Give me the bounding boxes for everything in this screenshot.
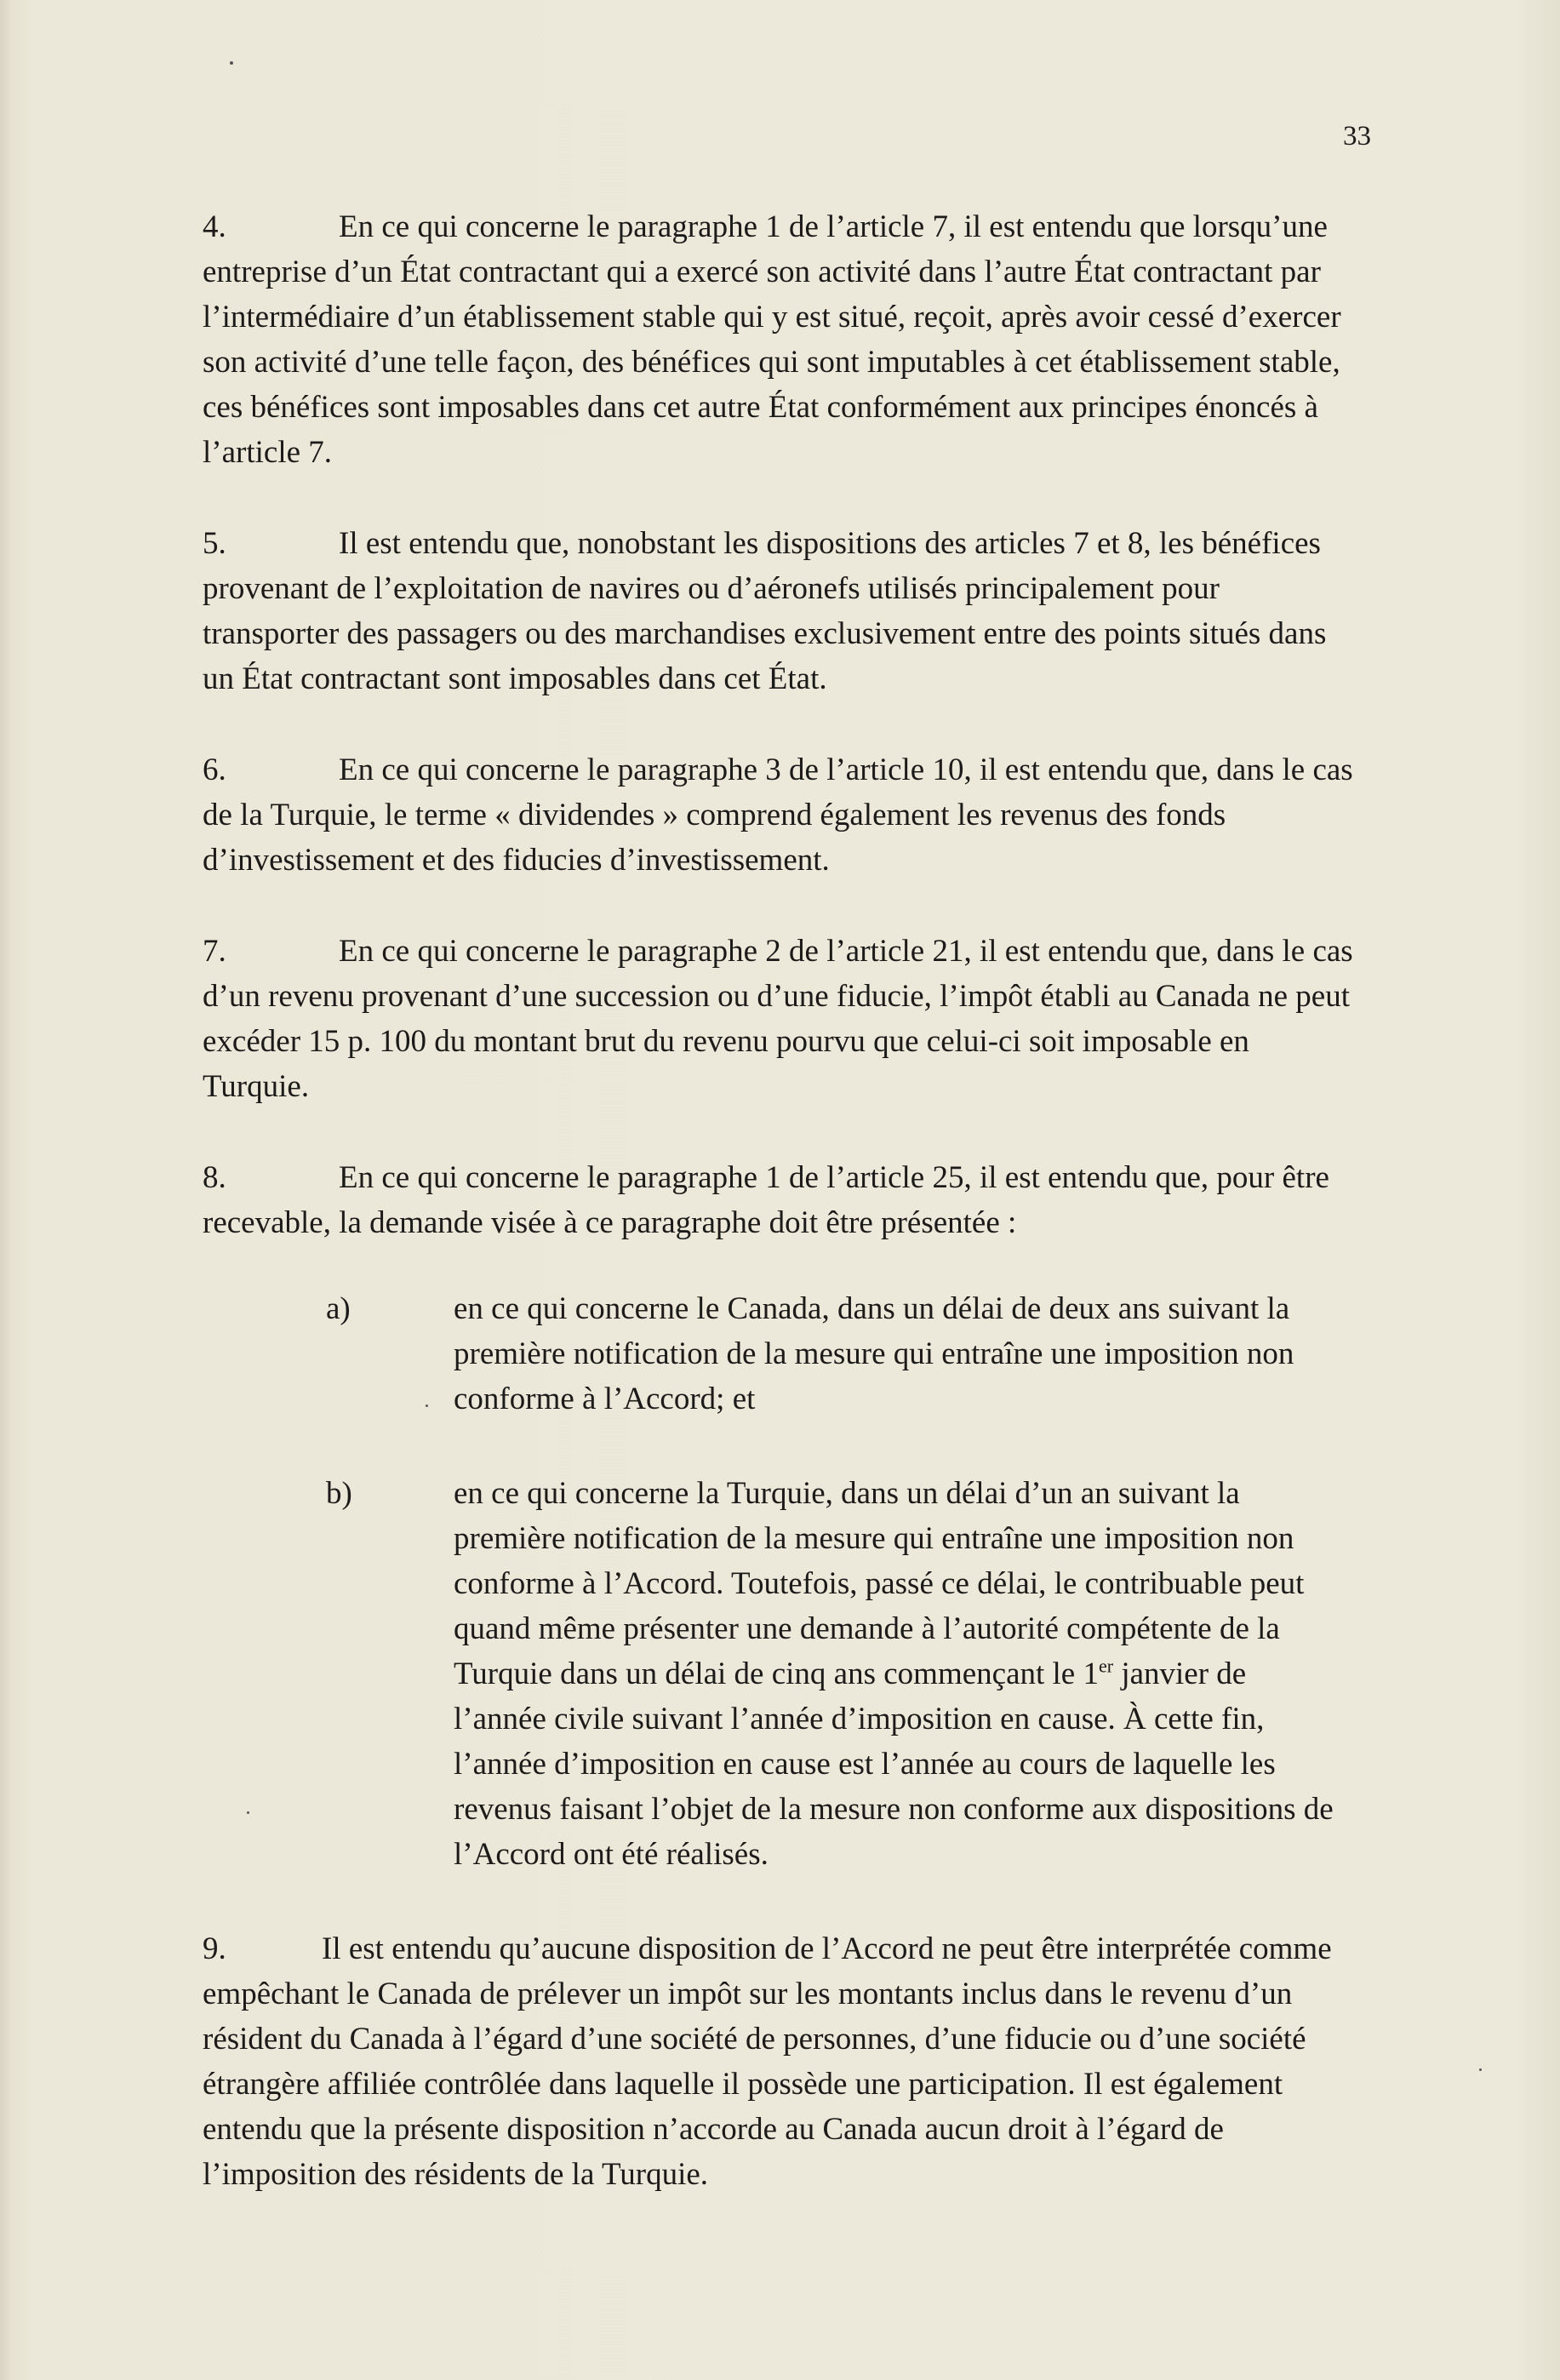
scan-speck	[1479, 2068, 1482, 2071]
paragraph-7	[203, 929, 1360, 1109]
sub-item-text	[454, 1471, 1339, 1877]
sub-item-text-part: en ce qui concerne la Turquie, dans un délai d’un an suivant la première notification de la mesure qui entraîne une imposition non conforme à l’Accord. Toutefois, passé ce délai, le contribuable peut quand même présenter une demande à l’autorité compétente de la Turquie dans un délai de cinq ans commençant le 1	[454, 1476, 1305, 1691]
sub-item-a	[326, 1286, 1360, 1422]
paragraph-6	[203, 747, 1360, 883]
paragraph-text: En ce qui concerne le paragraphe 2 de l’article 21, il est entendu que, dans le cas d’un revenu provenant d’une succession ou d’une fiducie, l’impôt établi au Canada ne peut excéder 15 p. 100 du montant brut du revenu pourvu que celui-ci soit imposable en Turquie.	[203, 934, 1353, 1104]
sub-item-list	[203, 1286, 1360, 1877]
paragraph-number: 7.	[203, 934, 226, 969]
paragraph-text: Il est entendu que, nonobstant les dispositions des articles 7 et 8, les bénéfices provenant de l’exploitation de navires ou d’aéronefs utilisés principalement pour transporter des passagers ou des marchandises exclusivement entre des points situés dans un État contractant sont imposables dans cet État.	[203, 526, 1327, 696]
sub-item-b	[326, 1471, 1360, 1877]
document-body	[203, 204, 1360, 2243]
paragraph-4	[203, 204, 1360, 475]
sub-item-letter: a)	[326, 1291, 351, 1326]
ordinal-superscript: er	[1098, 1655, 1114, 1677]
paragraph-number: 5.	[203, 526, 226, 561]
paragraph-5	[203, 521, 1360, 701]
paragraph-text: Il est entendu qu’aucune disposition de l’Accord ne peut être interprétée comme empêchant le Canada de prélever un impôt sur les montants inclus dans le revenu d’un résident du Canada à l’égard d’une société de personnes, d’une fiducie ou d’une société étrangère affiliée contrôlée dans laquelle il possède une participation. Il est également entendu que la présente disposition n’accorde au Canada aucun droit à l’égard de l’imposition des résidents de la Turquie.	[203, 1931, 1332, 2192]
paragraph-number: 9.	[203, 1931, 226, 1966]
paragraph-number: 6.	[203, 752, 226, 787]
sub-item-text-part: janvier de l’année civile suivant l’année d’imposition en cause. À cette fin, l’année d’imposition en cause est l’année au cours de laquelle les revenus faisant l’objet de la mesure non conforme aux dispositions de l’Accord ont été réalisés.	[454, 1656, 1334, 1872]
paragraph-number: 4.	[203, 209, 226, 244]
page-number: 33	[1343, 121, 1371, 152]
paragraph-number: 8.	[203, 1160, 226, 1195]
sub-item-letter: b)	[326, 1476, 352, 1511]
paragraph-9	[203, 1926, 1360, 2197]
scan-speck	[230, 61, 233, 65]
paragraph-8	[203, 1155, 1360, 1245]
paragraph-text: En ce qui concerne le paragraphe 1 de l’article 7, il est entendu que lorsqu’une entreprise d’un État contractant qui a exercé son activité dans l’autre État contractant par l’intermédiaire d’un établissement stable qui y est situé, reçoit, après avoir cessé d’exercer son activité d’une telle façon, des bénéfices qui sont imputables à cet établissement stable, ces bénéfices sont imposables dans cet autre État conformément aux principes énoncés à l’article 7.	[203, 209, 1341, 470]
scan-speck	[426, 1405, 428, 1407]
paragraph-text: En ce qui concerne le paragraphe 1 de l’article 25, il est entendu que, pour être recevable, la demande visée à ce paragraphe doit être présentée :	[203, 1160, 1329, 1240]
scan-speck	[247, 1811, 249, 1814]
sub-item-text: en ce qui concerne le Canada, dans un délai de deux ans suivant la première notification de la mesure qui entraîne une imposition non conforme à l’Accord; et	[454, 1291, 1294, 1416]
paragraph-text: En ce qui concerne le paragraphe 3 de l’article 10, il est entendu que, dans le cas de la Turquie, le terme « dividendes » comprend également les revenus des fonds d’investissement et des fiducies d’investissement.	[203, 752, 1353, 878]
